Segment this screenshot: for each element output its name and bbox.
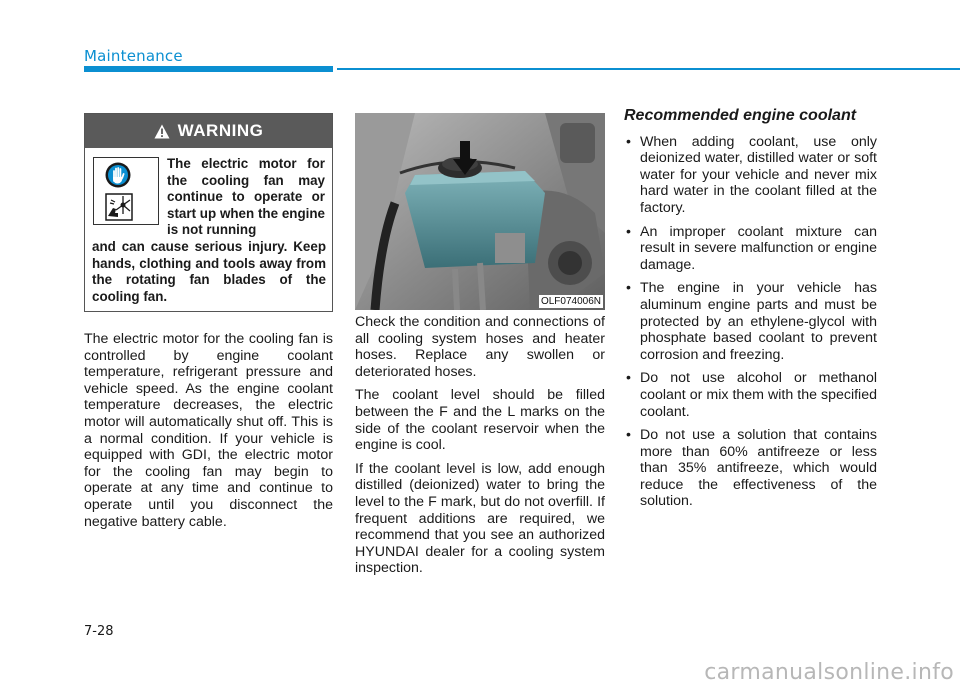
list-item: • Do not use a solution that contains more than 60% antifreeze or less than 35% antifreeze, which would reduce the effectiveness of the solution. [624, 427, 877, 510]
figure-label: OLF074006N [540, 296, 601, 307]
list-item: • The engine in your vehicle has aluminum engine parts and must be protected by an ethylene-glycol with phosphate based coolant to prevent corrosion and freezing. [624, 280, 877, 363]
page-number: 7-28 [84, 624, 114, 639]
column-2 [355, 314, 605, 584]
stop-hand-icon [106, 163, 131, 188]
warning-icons [93, 157, 159, 225]
coolant-section-title: Recommended engine coolant [624, 107, 857, 124]
list-item: • When adding coolant, use only deionized water, distilled water or soft water for your vehicle and never mix hard water in the coolant filled at the factory. [624, 134, 877, 217]
low-coolant-paragraph: If the coolant level is low, add enough distilled (deionized) water to bring the level to the F mark, but do not overfill. If frequent additions are required, we recommend that you see an authorized HYUNDAI dealer for a cooling system inspection. [355, 460, 605, 577]
warning-text-bottom: and can cause serious injury. Keep hands, clothing and tools away from the rotating fan blades of the cooling fan. [92, 239, 326, 304]
watermark: carmanualsonline.info [704, 660, 954, 685]
column-1 [84, 331, 333, 537]
warning-triangle-icon [154, 124, 170, 139]
section-title: Maintenance [84, 47, 183, 65]
header-rule-thick [84, 66, 333, 72]
warning-header [85, 114, 332, 148]
rotating-fan-hand-icon [106, 194, 132, 220]
coolant-level-paragraph: The coolant level should be filled between the F and the L marks on the side of the coolant reservoir when the engine is cool. [355, 387, 605, 454]
warning-title: WARNING [177, 121, 264, 140]
list-item: • An improper coolant mixture can result in severe malfunction or engine damage. [624, 224, 877, 274]
engine-bay-illustration [355, 113, 605, 310]
fan-motor-paragraph: The electric motor for the cooling fan is controlled by engine coolant temperature, refrigerant pressure and vehicle speed. As the engine coolant temperature decreases, the electric motor will automatically shut off. This is a normal condition. If your vehicle is equipped with GDI, the electric motor for the cooling fan may begin to operate at any time and continue to operate until you disconnect the negative battery cable. [84, 331, 333, 530]
column-3 [624, 108, 877, 517]
engine-bay-figure [355, 113, 605, 310]
hoses-paragraph: Check the condition and connections of all cooling system hoses and heater hoses. Replace any swollen or deteriorated hoses. [355, 314, 605, 380]
coolant-bullet-list [624, 134, 877, 510]
list-item: • Do not use alcohol or methanol coolant or mix them with the specified coolant. [624, 370, 877, 420]
warning-text-top: The electric motor for the cooling fan may continue to operate or start up when the engine is not running [167, 156, 325, 237]
header-rule-thin [337, 68, 960, 70]
warning-box [84, 113, 333, 312]
